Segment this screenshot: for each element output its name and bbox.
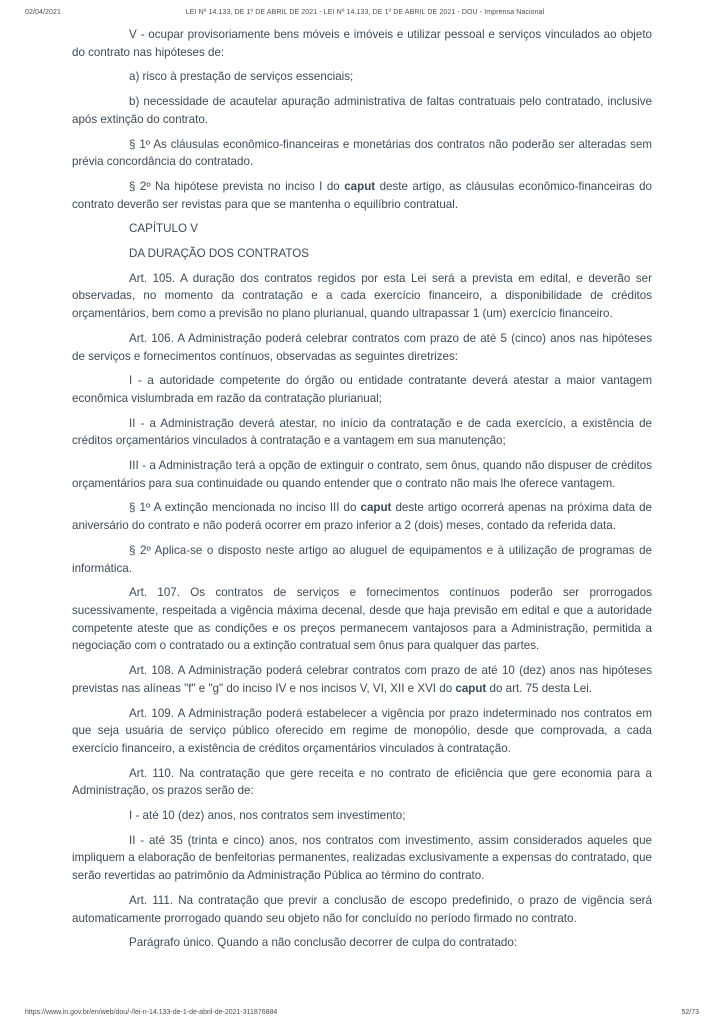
paragraph — [72, 832, 652, 885]
paragraph-segment: Art. 109. A Administração poderá estabelecer a vigência por prazo indeterminado nos contratos em que seja usuária de serviço público oferecido em regime de monopólio, desde que comprovada, a cada exercício financeiro, a existência de créditos orçamentários vinculados à contratação. — [72, 706, 652, 755]
paragraph-segment: Art. 107. Os contratos de serviços e fornecimentos contínuos poderão ser prorrogados sucessivamente, respeitada a vigência máxima decenal, desde que haja previsão em edital e que a autoridade competente ateste que as condições e os preços permanecem vantajosos para a Administração, permitida a negociação com o contratado ou a extinção contratual sem ônus para qualquer das partes. — [72, 586, 652, 653]
print-footer — [25, 1009, 699, 1016]
paragraph-segment-bold: caput — [360, 501, 392, 515]
print-header — [25, 9, 699, 16]
paragraph-segment: § 2º Na hipótese prevista no inciso I do — [129, 179, 345, 193]
paragraph — [72, 705, 652, 758]
paragraph-segment: Art. 110. Na contratação que gere receita e no contrato de eficiência que gere economia para a Administração, os prazos serão de: — [72, 766, 652, 798]
paragraph-segment: V - ocupar provisoriamente bens móveis e imóveis e utilizar pessoal e serviços vinculados ao objeto do contrato nas hipóteses de: — [72, 28, 652, 59]
paragraph — [72, 415, 652, 450]
paragraph-segment: II - a Administração deverá atestar, no início da contratação e de cada exercício, a existência de créditos orçamentários vinculados à contratação e a vantagem em sua manutenção; — [72, 416, 652, 448]
paragraph-segment: CAPÍTULO V — [129, 222, 198, 236]
paragraph — [72, 270, 652, 323]
paragraph — [72, 584, 652, 655]
paragraph-segment: § 1º A extinção mencionada no inciso III do — [129, 501, 361, 515]
paragraph — [72, 457, 652, 492]
paragraph — [72, 765, 652, 800]
paragraph-segment: I - a autoridade competente do órgão ou entidade contratante deverá atestar a maior vantagem econômica vislumbrada em razão da contratação plurianual; — [72, 374, 652, 405]
footer-page-number: 52/73 — [681, 1009, 699, 1016]
paragraph-segment-bold: caput — [344, 179, 376, 193]
paragraph-segment: Art. 111. Na contratação que previr a conclusão de escopo predefinido, o prazo de vigência será automaticamente prorrogado quando seu objeto não for concluído no período firmado no contrato. — [72, 893, 652, 925]
paragraph-segment: deste artigo, as cláusulas econômico-financeiras do contrato deverão ser revistas para que se mantenha o equilíbrio contratual. — [72, 179, 652, 211]
paragraph — [72, 934, 652, 952]
paragraph — [72, 68, 652, 86]
paragraph-segment: b) necessidade de acautelar apuração administrativa de faltas contratuais pelo contratado, inclusive após extinção do contrato. — [72, 95, 652, 126]
header-title: LEI Nº 14.133, DE 1º DE ABRIL DE 2021 - LEI Nº 14.133, DE 1º DE ABRIL DE 2021 - DOU - Imprensa Nacional — [185, 9, 545, 16]
paragraph-segment: Art. 108. A Administração poderá celebrar contratos com prazo de até 10 (dez) anos nas hipóteses previstas nas alíneas "f" e "g" do inciso IV e nos incisos V, VI, XII e XVI do — [72, 664, 652, 695]
header-date: 02/04/2021 — [25, 9, 62, 16]
paragraph — [72, 330, 652, 365]
paragraph — [72, 662, 652, 697]
paragraph-segment: § 1º As cláusulas econômico-financeiras e monetárias dos contratos não poderão ser alteradas sem prévia concordância do contratado. — [72, 137, 652, 169]
paragraph — [72, 892, 652, 927]
paragraph-segment: II - até 35 (trinta e cinco) anos, nos contratos com investimento, assim considerados aqueles que impliquem a elaboração de benfeitorias permanentes, realizadas exclusivamente a expensas do contratado, que serão revertidas ao patrimônio da Administração Pública ao término do contrato. — [72, 833, 652, 883]
paragraph-segment: deste artigo ocorrerá apenas na próxima data de aniversário do contrato e não poderá ocorrer em prazo inferior a 2 (dois) meses, contado da referida data. — [72, 501, 652, 533]
paragraph — [72, 499, 652, 534]
paragraph-segment: § 2º Aplica-se o disposto neste artigo ao aluguel de equipamentos e à utilização de programas de informática. — [72, 543, 652, 575]
paragraph — [72, 26, 652, 61]
paragraph-segment: Art. 105. A duração dos contratos regidos por esta Lei será a prevista em edital, e deverão ser observadas, no momento da contratação e a cada exercício financeiro, a disponibilidade de créditos orçamentários, bem como a previsão no plano plurianual, quando ultrapassar 1 (um) exercício financeiro. — [72, 271, 652, 321]
paragraph — [72, 372, 652, 407]
paragraph — [72, 178, 652, 213]
paragraph — [72, 93, 652, 128]
paragraph-segment: III - a Administração terá a opção de extinguir o contrato, sem ônus, quando não dispuser de créditos orçamentários para sua continuidade ou quando entender que o contrato não mais lhe oferece vantagem. — [72, 459, 652, 490]
paragraph — [72, 136, 652, 171]
paragraph-segment: Parágrafo único. Quando a não conclusão decorrer de culpa do contratado: — [129, 936, 518, 950]
paragraph-segment: I - até 10 (dez) anos, nos contratos sem investimento; — [129, 809, 406, 823]
paragraph — [72, 220, 652, 238]
footer-url: https://www.in.gov.br/en/web/dou/-/lei-n-14.133-de-1-de-abril-de-2021-311876884 — [25, 1009, 278, 1016]
paragraph-segment: do art. 75 desta Lei. — [486, 681, 592, 695]
paragraph-segment: a) risco à prestação de serviços essenciais; — [129, 70, 354, 84]
paragraph — [72, 542, 652, 577]
paragraph — [72, 807, 652, 825]
paragraph — [72, 245, 652, 263]
paragraph-segment: Art. 106. A Administração poderá celebrar contratos com prazo de até 5 (cinco) anos nas hipóteses de serviços e fornecimentos contínuos, observadas as seguintes diretrizes: — [72, 331, 652, 363]
paragraph-segment: DA DURAÇÃO DOS CONTRATOS — [129, 247, 309, 261]
document-body — [72, 26, 652, 959]
paragraph-segment-bold: caput — [455, 681, 487, 695]
